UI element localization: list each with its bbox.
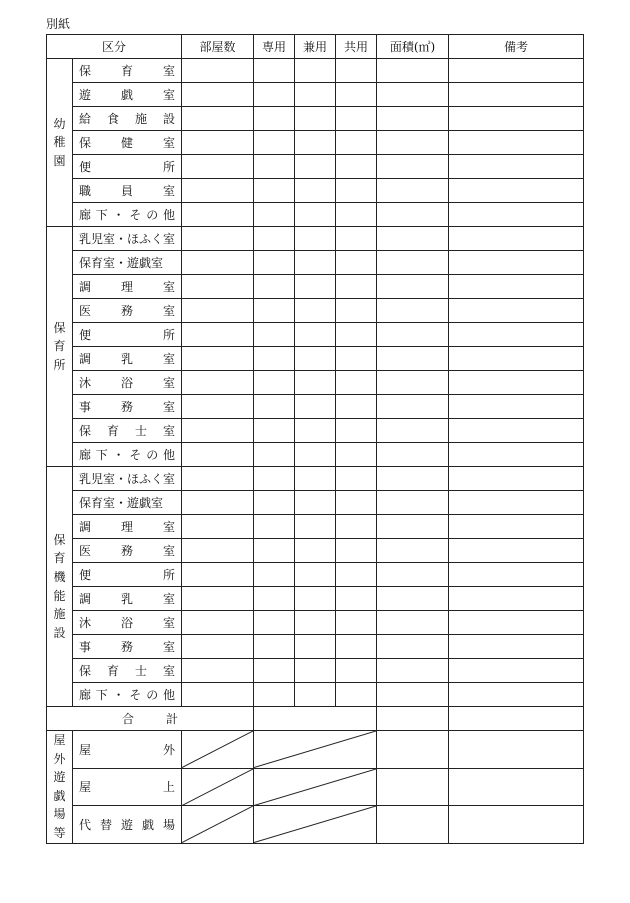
area-cell: [377, 419, 449, 443]
room-name: 乳児室・ほふく室: [73, 467, 182, 491]
common-cell: [336, 179, 377, 203]
remarks-cell: [449, 467, 584, 491]
exclusive-cell: [254, 83, 295, 107]
exclusive-cell: [254, 635, 295, 659]
table-row: [47, 59, 584, 83]
usage-slashed: [254, 768, 377, 806]
exclusive-cell: [254, 491, 295, 515]
room-name: 便 所: [73, 155, 182, 179]
remarks-cell: [449, 683, 584, 707]
room-name: 調 理 室: [73, 515, 182, 539]
room-count-cell: [182, 227, 254, 251]
room-name: 保 育 士 室: [73, 659, 182, 683]
shared-use-cell: [295, 83, 336, 107]
table-row: [47, 227, 584, 251]
remarks-cell: [449, 251, 584, 275]
table-row: [47, 611, 584, 635]
room-count-cell: [182, 251, 254, 275]
shared-use-cell: [295, 683, 336, 707]
room-count-cell: [182, 371, 254, 395]
area-cell: [377, 683, 449, 707]
shared-use-cell: [295, 635, 336, 659]
room-count-cell: [182, 83, 254, 107]
shared-use-cell: [295, 203, 336, 227]
shared-use-cell: [295, 299, 336, 323]
area-cell: [377, 347, 449, 371]
area-cell: [377, 611, 449, 635]
room-count-slashed: [182, 768, 254, 806]
exclusive-cell: [254, 539, 295, 563]
area-cell: [377, 179, 449, 203]
room-name: 医 務 室: [73, 539, 182, 563]
common-cell: [336, 299, 377, 323]
area-cell: [377, 539, 449, 563]
room-name: 便 所: [73, 563, 182, 587]
room-name: 便 所: [73, 323, 182, 347]
common-cell: [336, 587, 377, 611]
common-cell: [336, 131, 377, 155]
shared-use-cell: [295, 443, 336, 467]
table-row: [47, 395, 584, 419]
table-row: [47, 515, 584, 539]
room-name: 調 理 室: [73, 275, 182, 299]
exclusive-cell: [254, 395, 295, 419]
exclusive-cell: [254, 587, 295, 611]
common-cell: [336, 347, 377, 371]
common-cell: [336, 515, 377, 539]
exclusive-cell: [254, 203, 295, 227]
remarks-cell: [449, 83, 584, 107]
table-row: [47, 659, 584, 683]
table-row: [47, 419, 584, 443]
room-name: 職 員 室: [73, 179, 182, 203]
table-row: [47, 131, 584, 155]
sheet-label: 別紙: [46, 17, 71, 31]
common-cell: [336, 659, 377, 683]
common-cell: [336, 59, 377, 83]
remarks-cell: [449, 768, 584, 806]
room-name: 屋 外: [73, 731, 182, 769]
room-count-cell: [182, 635, 254, 659]
remarks-cell: [449, 731, 584, 769]
table-row: [47, 731, 584, 769]
header-shared-use: 兼用: [295, 35, 336, 59]
exclusive-cell: [254, 179, 295, 203]
shared-use-cell: [295, 467, 336, 491]
remarks-cell: [449, 491, 584, 515]
exclusive-cell: [254, 323, 295, 347]
room-count-cell: [182, 107, 254, 131]
area-cell: [377, 731, 449, 769]
room-name: 保 育 士 室: [73, 419, 182, 443]
remarks-cell: [449, 347, 584, 371]
table-row: [47, 635, 584, 659]
table-row: [47, 275, 584, 299]
area-cell: [377, 323, 449, 347]
common-cell: [336, 395, 377, 419]
room-name: 廊 下 ・ そ の 他: [73, 203, 182, 227]
common-cell: [336, 419, 377, 443]
header-row: [47, 35, 584, 59]
header-remarks: 備考: [449, 35, 584, 59]
room-count-cell: [182, 563, 254, 587]
room-count-cell: [182, 155, 254, 179]
shared-use-cell: [295, 539, 336, 563]
area-cell: [377, 227, 449, 251]
shared-use-cell: [295, 419, 336, 443]
common-cell: [336, 203, 377, 227]
common-cell: [336, 635, 377, 659]
room-name: 廊 下 ・ そ の 他: [73, 683, 182, 707]
group-label: 保 育 機 能 施 設: [47, 467, 73, 707]
area-cell: [377, 563, 449, 587]
area-cell: [377, 515, 449, 539]
table-row: [47, 299, 584, 323]
room-count-cell: [182, 683, 254, 707]
shared-use-cell: [295, 59, 336, 83]
room-name: 保 健 室: [73, 131, 182, 155]
room-name: 沐 浴 室: [73, 611, 182, 635]
table-row: [47, 251, 584, 275]
remarks-cell: [449, 659, 584, 683]
room-count-slashed: [182, 731, 254, 769]
shared-use-cell: [295, 323, 336, 347]
area-cell: [377, 768, 449, 806]
area-cell: [377, 467, 449, 491]
group-label: 保 育 所: [47, 227, 73, 467]
room-name: 事 務 室: [73, 635, 182, 659]
remarks-cell: [449, 179, 584, 203]
total-row: [47, 707, 584, 731]
area-cell: [377, 395, 449, 419]
room-count-cell: [182, 395, 254, 419]
table-row: [47, 155, 584, 179]
room-name: 遊 戯 室: [73, 83, 182, 107]
common-cell: [336, 83, 377, 107]
table-row: [47, 347, 584, 371]
remarks-cell: [449, 587, 584, 611]
header-category: 区分: [47, 35, 182, 59]
remarks-cell: [449, 515, 584, 539]
common-cell: [336, 467, 377, 491]
table-row: [47, 323, 584, 347]
room-count-cell: [182, 491, 254, 515]
exclusive-cell: [254, 299, 295, 323]
shared-use-cell: [295, 587, 336, 611]
common-cell: [336, 491, 377, 515]
table-row: [47, 806, 584, 844]
table-row: [47, 491, 584, 515]
common-cell: [336, 539, 377, 563]
room-count-cell: [182, 203, 254, 227]
remarks-cell: [449, 227, 584, 251]
area-cell: [377, 59, 449, 83]
common-cell: [336, 371, 377, 395]
remarks-cell: [449, 539, 584, 563]
room-count-cell: [182, 467, 254, 491]
exclusive-cell: [254, 443, 295, 467]
table-row: [47, 587, 584, 611]
total-usage-cell: [254, 707, 377, 731]
usage-slashed: [254, 806, 377, 844]
header-common: 共用: [336, 35, 377, 59]
room-name: 沐 浴 室: [73, 371, 182, 395]
shared-use-cell: [295, 563, 336, 587]
area-cell: [377, 491, 449, 515]
exclusive-cell: [254, 659, 295, 683]
shared-use-cell: [295, 251, 336, 275]
room-count-cell: [182, 539, 254, 563]
remarks-cell: [449, 611, 584, 635]
remarks-cell: [449, 323, 584, 347]
shared-use-cell: [295, 275, 336, 299]
group-label: 屋 外 遊 戯 場 等: [47, 731, 73, 844]
exclusive-cell: [254, 227, 295, 251]
remarks-cell: [449, 131, 584, 155]
area-cell: [377, 587, 449, 611]
remarks-cell: [449, 275, 584, 299]
shared-use-cell: [295, 515, 336, 539]
room-count-cell: [182, 515, 254, 539]
room-name: 保育室・遊戯室: [73, 251, 182, 275]
shared-use-cell: [295, 371, 336, 395]
area-cell: [377, 155, 449, 179]
shared-use-cell: [295, 155, 336, 179]
room-name: 調 乳 室: [73, 587, 182, 611]
room-name: 保育室・遊戯室: [73, 491, 182, 515]
exclusive-cell: [254, 515, 295, 539]
header-room-count: 部屋数: [182, 35, 254, 59]
exclusive-cell: [254, 347, 295, 371]
area-cell: [377, 443, 449, 467]
shared-use-cell: [295, 227, 336, 251]
room-count-cell: [182, 443, 254, 467]
remarks-cell: [449, 155, 584, 179]
exclusive-cell: [254, 419, 295, 443]
common-cell: [336, 563, 377, 587]
exclusive-cell: [254, 131, 295, 155]
room-name: 医 務 室: [73, 299, 182, 323]
shared-use-cell: [295, 395, 336, 419]
exclusive-cell: [254, 563, 295, 587]
shared-use-cell: [295, 659, 336, 683]
exclusive-cell: [254, 107, 295, 131]
total-label: 合 計: [47, 707, 254, 731]
area-cell: [377, 275, 449, 299]
room-name: 代 替 遊 戯 場: [73, 806, 182, 844]
remarks-cell: [449, 107, 584, 131]
area-cell: [377, 299, 449, 323]
table-row: [47, 443, 584, 467]
exclusive-cell: [254, 59, 295, 83]
table-body: [47, 59, 584, 844]
table-row: [47, 371, 584, 395]
common-cell: [336, 155, 377, 179]
room-count-cell: [182, 611, 254, 635]
room-name: 事 務 室: [73, 395, 182, 419]
room-count-cell: [182, 587, 254, 611]
common-cell: [336, 251, 377, 275]
table-row: [47, 203, 584, 227]
area-cell: [377, 371, 449, 395]
table-row: [47, 107, 584, 131]
exclusive-cell: [254, 371, 295, 395]
room-count-cell: [182, 59, 254, 83]
common-cell: [336, 275, 377, 299]
room-name: 調 乳 室: [73, 347, 182, 371]
shared-use-cell: [295, 611, 336, 635]
exclusive-cell: [254, 467, 295, 491]
common-cell: [336, 611, 377, 635]
room-count-cell: [182, 299, 254, 323]
usage-slashed: [254, 731, 377, 769]
area-cell: [377, 806, 449, 844]
common-cell: [336, 443, 377, 467]
exclusive-cell: [254, 251, 295, 275]
area-cell: [377, 203, 449, 227]
table-row: [47, 83, 584, 107]
table-row: [47, 467, 584, 491]
remarks-cell: [449, 806, 584, 844]
common-cell: [336, 683, 377, 707]
area-cell: [377, 131, 449, 155]
area-cell: [377, 251, 449, 275]
table-row: [47, 683, 584, 707]
area-cell: [377, 635, 449, 659]
group-label: 幼 稚 園: [47, 59, 73, 227]
room-name: 廊 下 ・ そ の 他: [73, 443, 182, 467]
table-row: [47, 563, 584, 587]
shared-use-cell: [295, 131, 336, 155]
shared-use-cell: [295, 347, 336, 371]
header-exclusive: 専用: [254, 35, 295, 59]
exclusive-cell: [254, 683, 295, 707]
exclusive-cell: [254, 275, 295, 299]
shared-use-cell: [295, 107, 336, 131]
shared-use-cell: [295, 491, 336, 515]
remarks-cell: [449, 395, 584, 419]
remarks-cell: [449, 59, 584, 83]
remarks-cell: [449, 299, 584, 323]
room-name: 屋 上: [73, 768, 182, 806]
room-count-cell: [182, 275, 254, 299]
remarks-cell: [449, 371, 584, 395]
room-count-cell: [182, 131, 254, 155]
room-count-cell: [182, 419, 254, 443]
facility-area-table: [46, 34, 584, 844]
area-cell: [377, 107, 449, 131]
common-cell: [336, 107, 377, 131]
shared-use-cell: [295, 179, 336, 203]
room-name: 給 食 施 設: [73, 107, 182, 131]
exclusive-cell: [254, 611, 295, 635]
remarks-cell: [449, 443, 584, 467]
common-cell: [336, 227, 377, 251]
table-row: [47, 179, 584, 203]
room-count-cell: [182, 659, 254, 683]
room-count-cell: [182, 347, 254, 371]
remarks-cell: [449, 635, 584, 659]
common-cell: [336, 323, 377, 347]
room-count-slashed: [182, 806, 254, 844]
room-count-cell: [182, 323, 254, 347]
room-count-cell: [182, 179, 254, 203]
remarks-cell: [449, 203, 584, 227]
header-area: 面積(㎡): [377, 35, 449, 59]
area-cell: [377, 659, 449, 683]
remarks-cell: [449, 707, 584, 731]
area-cell: [377, 83, 449, 107]
remarks-cell: [449, 419, 584, 443]
room-name: 乳児室・ほふく室: [73, 227, 182, 251]
table-row: [47, 539, 584, 563]
exclusive-cell: [254, 155, 295, 179]
table-row: [47, 768, 584, 806]
area-cell: [377, 707, 449, 731]
remarks-cell: [449, 563, 584, 587]
room-name: 保 育 室: [73, 59, 182, 83]
